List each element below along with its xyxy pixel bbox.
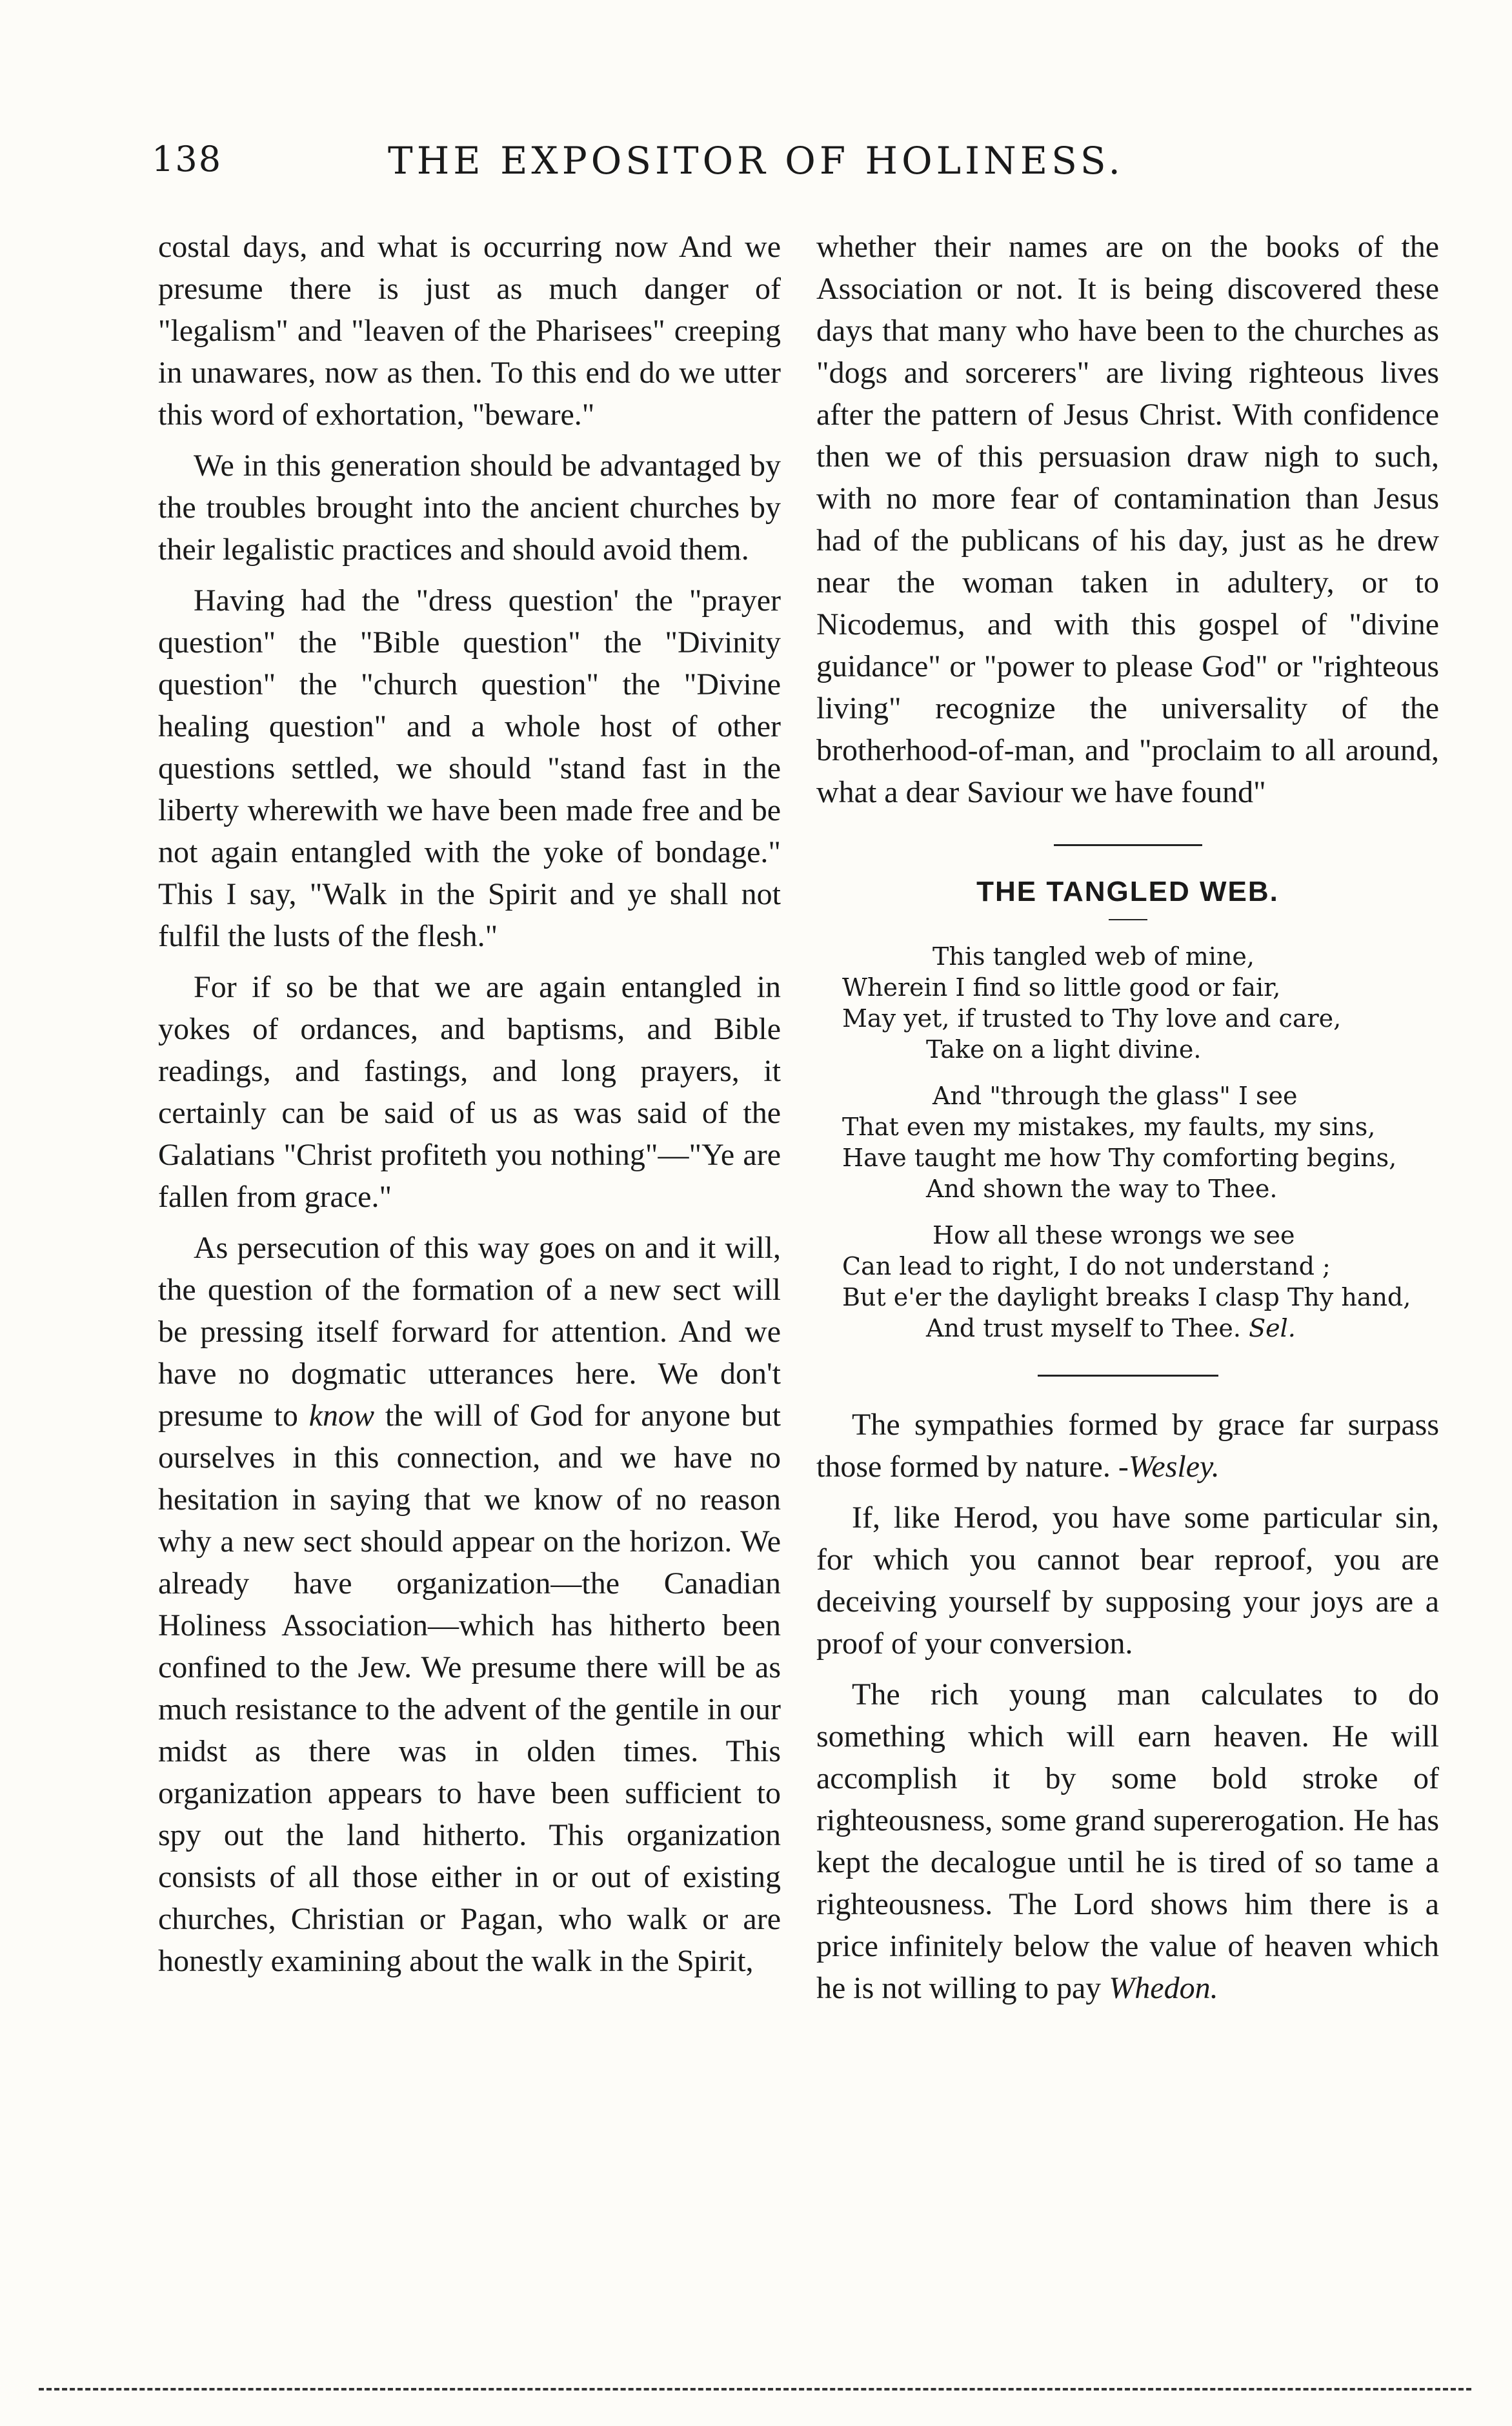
quote-text: The rich young man calculates to do something which will earn heaven. He will accomplish it by some bold stroke of righteousness, some grand supererogation. He has kept the decalogue until he is tired of so tame a righteousness. The Lord shows him there is a price infinitely below the value of heaven which he is not willing to pay (816, 1677, 1439, 2005)
poem (816, 941, 1439, 1344)
quote-author: -Wesley. (1118, 1450, 1220, 1484)
right-column (816, 226, 1439, 2009)
paragraph-text: the will of God for anyone but ourselves in this connection, and we have no hesitation in saying that we know of no reason why a new sect should appear on the horizon. We already have organization—the Canadian Holiness Association—which has hitherto been confined to the Jew. We presume there will be as much resistance to the advent of the gentile in our midst as there was in olden times. This organization appears to have been sufficient to spy out the land hitherto. This organization consists of all those either in or out of existing churches, Christian or Pagan, who walk or are honestly examining about the walk in the Spirit, (158, 1399, 781, 1978)
poem-line: That even my mistakes, my faults, my sins, (842, 1113, 1376, 1141)
poem-line: How all these wrongs we see (932, 1221, 1295, 1249)
divider (1054, 844, 1202, 846)
paragraph: We in this generation should be advantaged by the troubles brought into the ancient churches by their legalistic practices and should avoid them. (158, 449, 781, 567)
paragraph-text: As persecution of this way goes on and it will, the question of the formation of a new sect will be pressing itself forward for attention. And we have no dogmatic utterances here. We don't presume to (158, 1231, 781, 1433)
poem-line-text: And trust myself to Thee. (926, 1314, 1241, 1342)
poem-line: But e'er the daylight breaks I clasp Thy hand, (842, 1283, 1411, 1311)
poem-line: And shown the way to Thee. (926, 1175, 1278, 1203)
paragraph: costal days, and what is occurring now And we presume there is just as much danger of "legalism" and "leaven of the Pharisees" creeping in unawares, now as then. To this end do we utter this word of exhortation, "beware." (158, 230, 781, 432)
page-bottom-rule (39, 2388, 1471, 2391)
poem-signature: Sel. (1249, 1314, 1296, 1342)
paragraph (816, 1673, 1439, 2009)
page-number: 138 (152, 139, 223, 179)
emphasis: know (308, 1399, 375, 1433)
paragraph: If, like Herod, you have some particular sin, for which you cannot bear reproof, you are deceiving yourself by supposing your joys are a proof of your conversion. (816, 1501, 1439, 1661)
running-head: THE EXPOSITOR OF HOLINESS. (388, 139, 1124, 183)
quote-text: The sympathies formed by grace far surpass those formed by nature. (816, 1408, 1439, 1484)
quote-author: Whedon. (1109, 1971, 1218, 2005)
poem-title: THE TANGLED WEB. (976, 876, 1279, 907)
poem-line: Can lead to right, I do not understand ; (842, 1252, 1331, 1280)
stanza (816, 941, 1439, 1065)
poem-line: And "through the glass" I see (932, 1082, 1298, 1110)
poem-line: This tangled web of mine, (932, 942, 1255, 971)
paragraph: Having had the "dress question' the "prayer question" the "Bible question" the "Divinity question" the "church question" the "Divine healing question" and a whole host of other questions settled, we should "stand fast in the liberty wherewith we have been made free and be not again entangled with the yoke of bondage." This I say, "Walk in the Spirit and ye shall not fulfil the lusts of the flesh." (158, 583, 781, 953)
stanza (816, 1080, 1439, 1204)
stanza (816, 1220, 1439, 1344)
poem-line: Wherein I find so little good or fair, (842, 973, 1281, 1002)
paragraph: For if so be that we are again entangled in yokes of ordances, and baptisms, and Bible readings, and fastings, and long prayers, it certainly can be said of us as was said of the Galatians "Christ profiteth you nothing"—"Ye are fallen from grace." (158, 970, 781, 1214)
paragraph: whether their names are on the books of the Association or not. It is being discovered these days that many who have been to the churches as "dogs and sorcerers" are living righteous lives after the pattern of Jesus Christ. With confidence then we of this persuasion draw nigh to such, with no more fear of contamination than Jesus had of the publicans of his day, just as he drew near the woman taken in adultery, or to Nicodemus, and with this gospel of "divine guidance" or "power to please God" or "righteous living" recognize the universality of the brotherhood-of-man, and "proclaim to all around, what a dear Saviour we have found" (816, 230, 1439, 809)
paragraph (816, 1404, 1439, 1488)
poem-line: Have taught me how Thy comforting begins, (842, 1144, 1397, 1172)
divider (1038, 1375, 1218, 1377)
poem-line (816, 1313, 1439, 1344)
divider (1109, 919, 1147, 920)
paragraph (158, 1227, 781, 1982)
poem-line: May yet, if trusted to Thy love and care, (842, 1004, 1342, 1033)
left-column (158, 226, 781, 1982)
poem-line: Take on a light divine. (926, 1035, 1202, 1064)
